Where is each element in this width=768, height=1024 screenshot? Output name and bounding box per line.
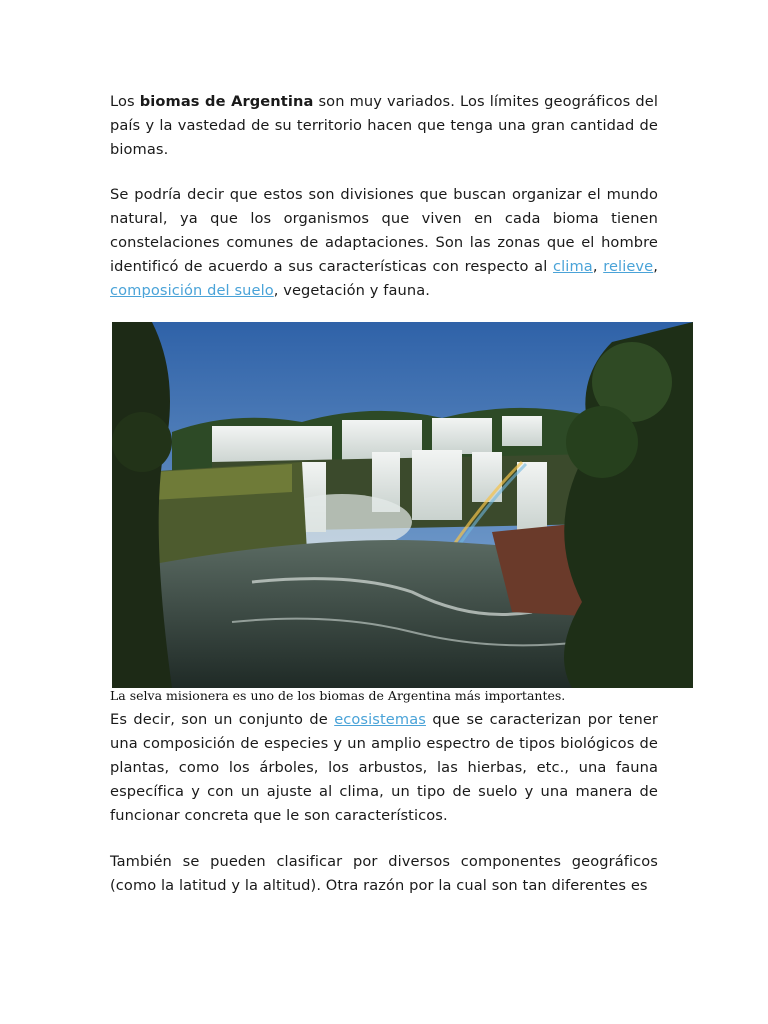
photo-caption: La selva misionera es uno de los biomas de Argentina más importantes. <box>110 688 566 703</box>
bold-term-biomas: biomas de Argentina <box>139 93 314 110</box>
separator: , <box>653 258 658 275</box>
paragraph-ecosystems-text-2: que se caracterizan por tener una composición de especies y un amplio espectro de tipos biológicos de plantas, como los árboles, los arbustos, las hierbas, etc., una fauna específica y con un ajuste al clima, un tipo de suelo y una manera de funcionar concreta que le son característicos. <box>110 711 658 824</box>
link-ecosistemas[interactable]: ecosistemas <box>334 711 426 728</box>
paragraph-definition <box>110 183 658 303</box>
waterfall-illustration <box>112 322 693 688</box>
link-clima[interactable]: clima <box>553 258 593 275</box>
paragraph-definition-text-2: , vegetación y fauna. <box>273 282 430 299</box>
paragraph-classification-text: También se pueden clasificar por diversos componentes geográficos (como la latitud y la altitud). Otra razón por la cual son tan diferentes es <box>110 853 658 894</box>
separator: , <box>592 258 604 275</box>
paragraph-ecosystems <box>110 708 658 828</box>
paragraph-ecosystems-text: Es decir, son un conjunto de <box>110 711 335 728</box>
paragraph-definition-text: Se podría decir que estos son divisiones que buscan organizar el mundo natural, ya que los organismos que viven en cada bioma tienen constelaciones comunes de adaptaciones. Son las zonas que el hombre identificó de acuerdo a sus características con respecto al <box>110 186 658 275</box>
paragraph-intro-text-2: son muy variados. Los límites geográficos del país y la vastedad de su territorio hacen que tenga una gran cantidad de biomas. <box>110 93 658 158</box>
link-relieve[interactable]: relieve <box>603 258 654 275</box>
paragraph-intro <box>110 90 658 162</box>
paragraph-intro-text: Los <box>110 93 140 110</box>
paragraph-classification <box>110 850 658 898</box>
link-composicion-suelo[interactable]: composición del suelo <box>110 282 274 299</box>
waterfall-photo <box>112 322 693 688</box>
